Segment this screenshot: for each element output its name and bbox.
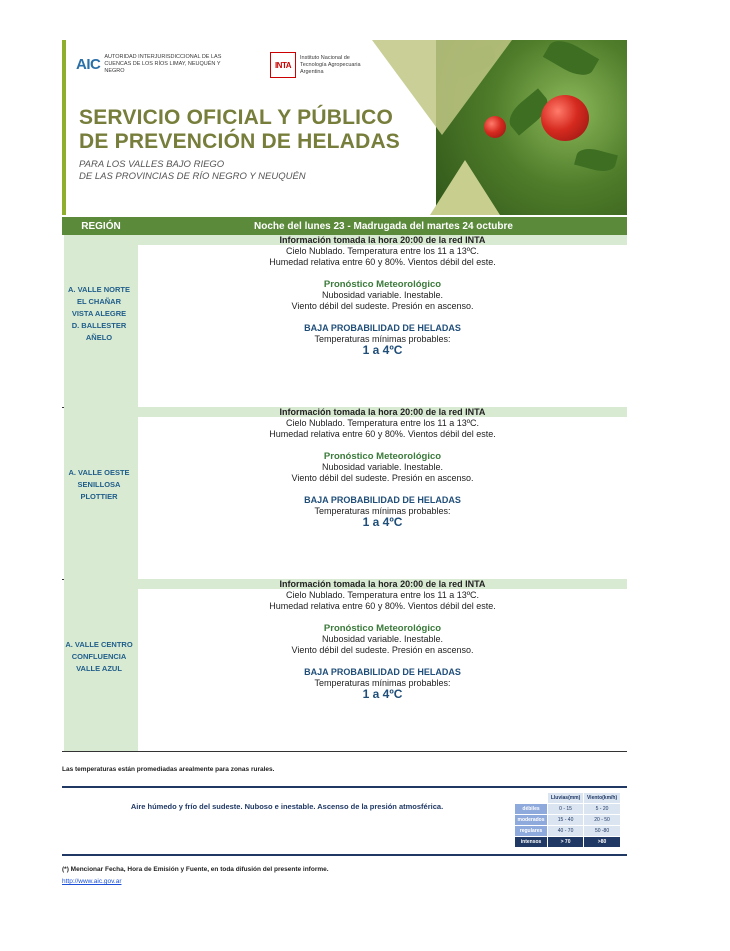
region-name: A. VALLE NORTE EL CHAÑAR VISTA ALEGRE D. BALLESTER AÑELO — [68, 285, 130, 342]
info-title: Información tomada la hora 20:00 de la red INTA — [279, 235, 486, 245]
forecast-content — [138, 407, 627, 528]
min-temp-label: Temperaturas mínimas probables: — [314, 678, 451, 688]
forecast-content — [138, 579, 627, 700]
observation-line: Cielo Nublado. Temperatura entre los 11 a 13ºC. — [285, 246, 480, 256]
column-header-region: REGIÓN — [81, 220, 121, 232]
column-header-night: Noche del lunes 23 - Madrugada del martes 24 octubre — [254, 220, 513, 232]
region-name: A. VALLE CENTRO CONFLUENCIA VALLE AZUL — [65, 640, 133, 673]
frost-probability: BAJA PROBABILIDAD DE HELADAS — [304, 667, 461, 677]
forecast-title: Pronóstico Meteorológico — [323, 451, 442, 462]
observation-line: Cielo Nublado. Temperatura entre los 11 a 13ºC. — [285, 590, 480, 600]
min-temp-value: 1 a 4ºC — [362, 343, 403, 357]
disclaimer-text: (*) Mencionar Fecha, Hora de Emisión y Fuente, en toda difusión del presente informe. — [62, 866, 329, 873]
region-row — [62, 579, 627, 752]
page-title: SERVICIO OFICIAL Y PÚBLICO DE PREVENCIÓN DE HELADAS — [79, 106, 401, 153]
min-temp-value: 1 a 4ºC — [362, 687, 403, 701]
forecast-content — [138, 235, 627, 356]
region-row — [62, 235, 627, 408]
intensity-scale-table — [514, 792, 621, 848]
region-name: A. VALLE OESTE SENILLOSA PLOTTIER — [68, 468, 130, 501]
aic-logo-text: AUTORIDAD INTERJURISDICCIONAL DE LAS CUENCAS DE LOS RÍOS LIMAY, NEUQUÉN Y NEGRO — [104, 54, 222, 74]
forecast-title: Pronóstico Meteorológico — [323, 623, 442, 634]
forecast-line: Nubosidad variable. Inestable. — [321, 462, 444, 472]
decorative-triangle — [430, 160, 500, 215]
inta-logo — [270, 52, 370, 78]
aic-logo-mark: AIC — [76, 56, 101, 73]
min-temp-label: Temperaturas mínimas probables: — [314, 506, 451, 516]
forecast-line: Viento débil del sudeste. Presión en ascenso. — [291, 301, 474, 311]
forecast-line: Viento débil del sudeste. Presión en ascenso. — [291, 645, 474, 655]
info-title: Información tomada la hora 20:00 de la red INTA — [279, 407, 486, 417]
forecast-line: Nubosidad variable. Inestable. — [321, 634, 444, 644]
averaging-note: Las temperaturas están promediadas arealmente para zonas rurales. — [62, 766, 275, 773]
table-header — [62, 217, 627, 235]
info-title: Información tomada la hora 20:00 de la red INTA — [279, 579, 486, 589]
observation-line: Humedad relativa entre 60 y 80%. Vientos débil del este. — [269, 601, 496, 611]
header-banner — [62, 40, 627, 215]
scale-header-wind: Viento(km/h) — [584, 793, 621, 804]
observation-line: Humedad relativa entre 60 y 80%. Vientos débil del este. — [269, 257, 496, 267]
header-accent-bar — [62, 40, 66, 215]
decorative-triangle — [372, 40, 512, 135]
forecast-line: Nubosidad variable. Inestable. — [321, 290, 444, 300]
aic-logo — [76, 54, 234, 75]
inta-logo-mark: INTA — [270, 52, 296, 78]
forecast-line: Viento débil del sudeste. Presión en ascenso. — [291, 473, 474, 483]
aic-website-link[interactable]: http://www.aic.gov.ar — [62, 878, 122, 885]
table-row: moderados 15 - 40 20 - 50 — [515, 815, 621, 826]
page-subtitle: PARA LOS VALLES BAJO RIEGO DE LAS PROVINCIAS DE RÍO NEGRO Y NEUQUÉN — [79, 159, 306, 182]
table-row: intensos > 70 >80 — [515, 837, 621, 848]
region-row — [62, 407, 627, 580]
min-temp-value: 1 a 4ºC — [362, 515, 403, 529]
page — [62, 40, 627, 885]
forecast-title: Pronóstico Meteorológico — [323, 279, 442, 290]
inta-logo-text: Instituto Nacional de Tecnología Agropecuaria Argentina — [300, 54, 361, 75]
scale-header-rain: Lluvias(mm) — [548, 793, 584, 804]
summary-box — [62, 786, 627, 856]
min-temp-label: Temperaturas mínimas probables: — [314, 334, 451, 344]
frost-probability: BAJA PROBABILIDAD DE HELADAS — [304, 495, 461, 505]
table-row: regulares 40 - 70 50 -80 — [515, 826, 621, 837]
table-row: débiles 0 - 15 5 - 20 — [515, 804, 621, 815]
summary-text: Aire húmedo y frío del sudeste. Nuboso e inestable. Ascenso de la presión atmosférica. — [130, 802, 444, 811]
observation-line: Cielo Nublado. Temperatura entre los 11 a 13ºC. — [285, 418, 480, 428]
observation-line: Humedad relativa entre 60 y 80%. Vientos débil del este. — [269, 429, 496, 439]
frost-probability: BAJA PROBABILIDAD DE HELADAS — [304, 323, 461, 333]
